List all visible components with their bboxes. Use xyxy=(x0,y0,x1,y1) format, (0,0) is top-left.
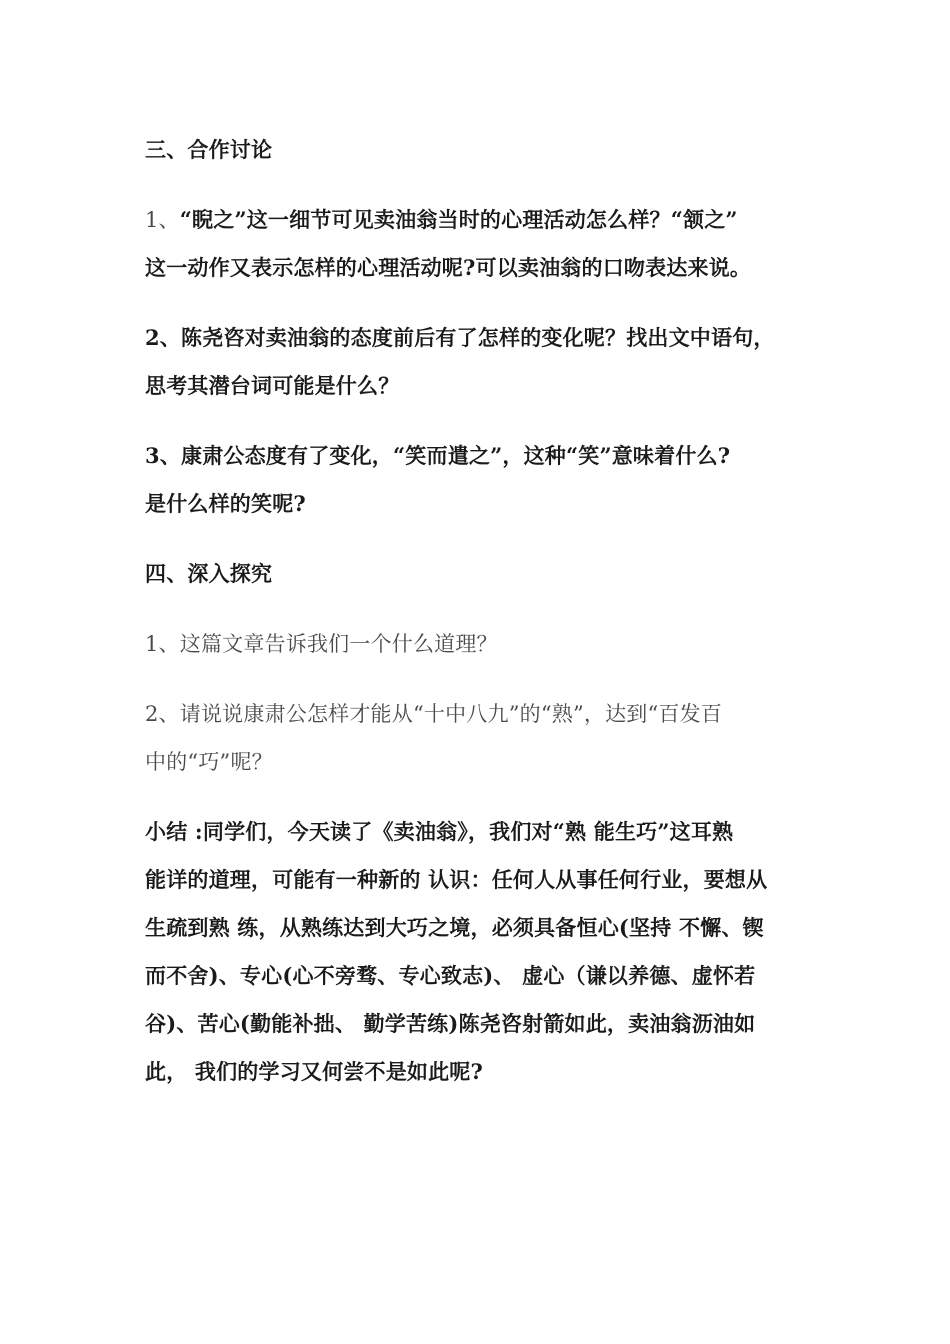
summary-line-4: 而不舍)、专心(心不旁骛、专心致志)、 虚心（谦以养德、虚怀若 xyxy=(145,963,756,988)
summary-line-3: 生疏到熟 练，从熟练达到大巧之境，必须具备恒心(坚持 不懈、锲 xyxy=(145,915,764,940)
question-1-number: 1、 xyxy=(145,208,180,232)
inquiry-question-1: 1、这篇文章告诉我们一个什么道理？ xyxy=(145,632,498,656)
discussion-question-1 xyxy=(145,196,810,292)
question-1-text: “睨之”这一细节可见卖油翁当时的心理活动怎么样？“颔之” xyxy=(179,207,738,232)
question-1-line-1 xyxy=(145,196,810,244)
discussion-question-3 xyxy=(145,432,810,528)
question-2-line-1: 2、陈尧咨对卖油翁的态度前后有了怎样的变化呢？找出文中语句， xyxy=(145,325,775,350)
summary-line-1: 小结 :同学们，今天读了《卖油翁》，我们对“熟 能生巧”这耳熟 xyxy=(145,819,734,844)
question-1-line-2: 这一动作又表示怎样的心理活动呢?可以卖油翁的口吻表达来说。 xyxy=(145,255,752,280)
inquiry-question-2-line-2: 中的“巧”呢？ xyxy=(145,750,273,774)
summary-line-2: 能详的道理，可能有一种新的 认识：任何人从事任何行业，要想从 xyxy=(145,867,768,892)
summary-line-5: 谷)、苦心(勤能补拙、 勤学苦练)陈尧咨射箭如此，卖油翁沥油如 xyxy=(145,1011,756,1036)
section-3-heading: 三、合作讨论 xyxy=(145,137,273,162)
question-3-line-2: 是什么样的笑呢? xyxy=(145,491,306,516)
summary-line-6: 此， 我们的学习又何尝不是如此呢? xyxy=(145,1059,484,1084)
discussion-question-2 xyxy=(145,314,810,410)
question-2-line-2: 思考其潜台词可能是什么？ xyxy=(145,373,400,398)
inquiry-question-2-line-1: 2、请说说康肃公怎样才能从“十中八九”的“熟”，达到“百发百 xyxy=(145,702,723,726)
section-4-heading: 四、深入探究 xyxy=(145,561,273,586)
inquiry-question-2 xyxy=(145,690,810,786)
document-page xyxy=(145,126,810,1096)
summary-paragraph xyxy=(145,808,810,1096)
question-3-line-1: 3、康肃公态度有了变化，“笑而遣之”，这种“笑”意味着什么? xyxy=(145,443,731,468)
